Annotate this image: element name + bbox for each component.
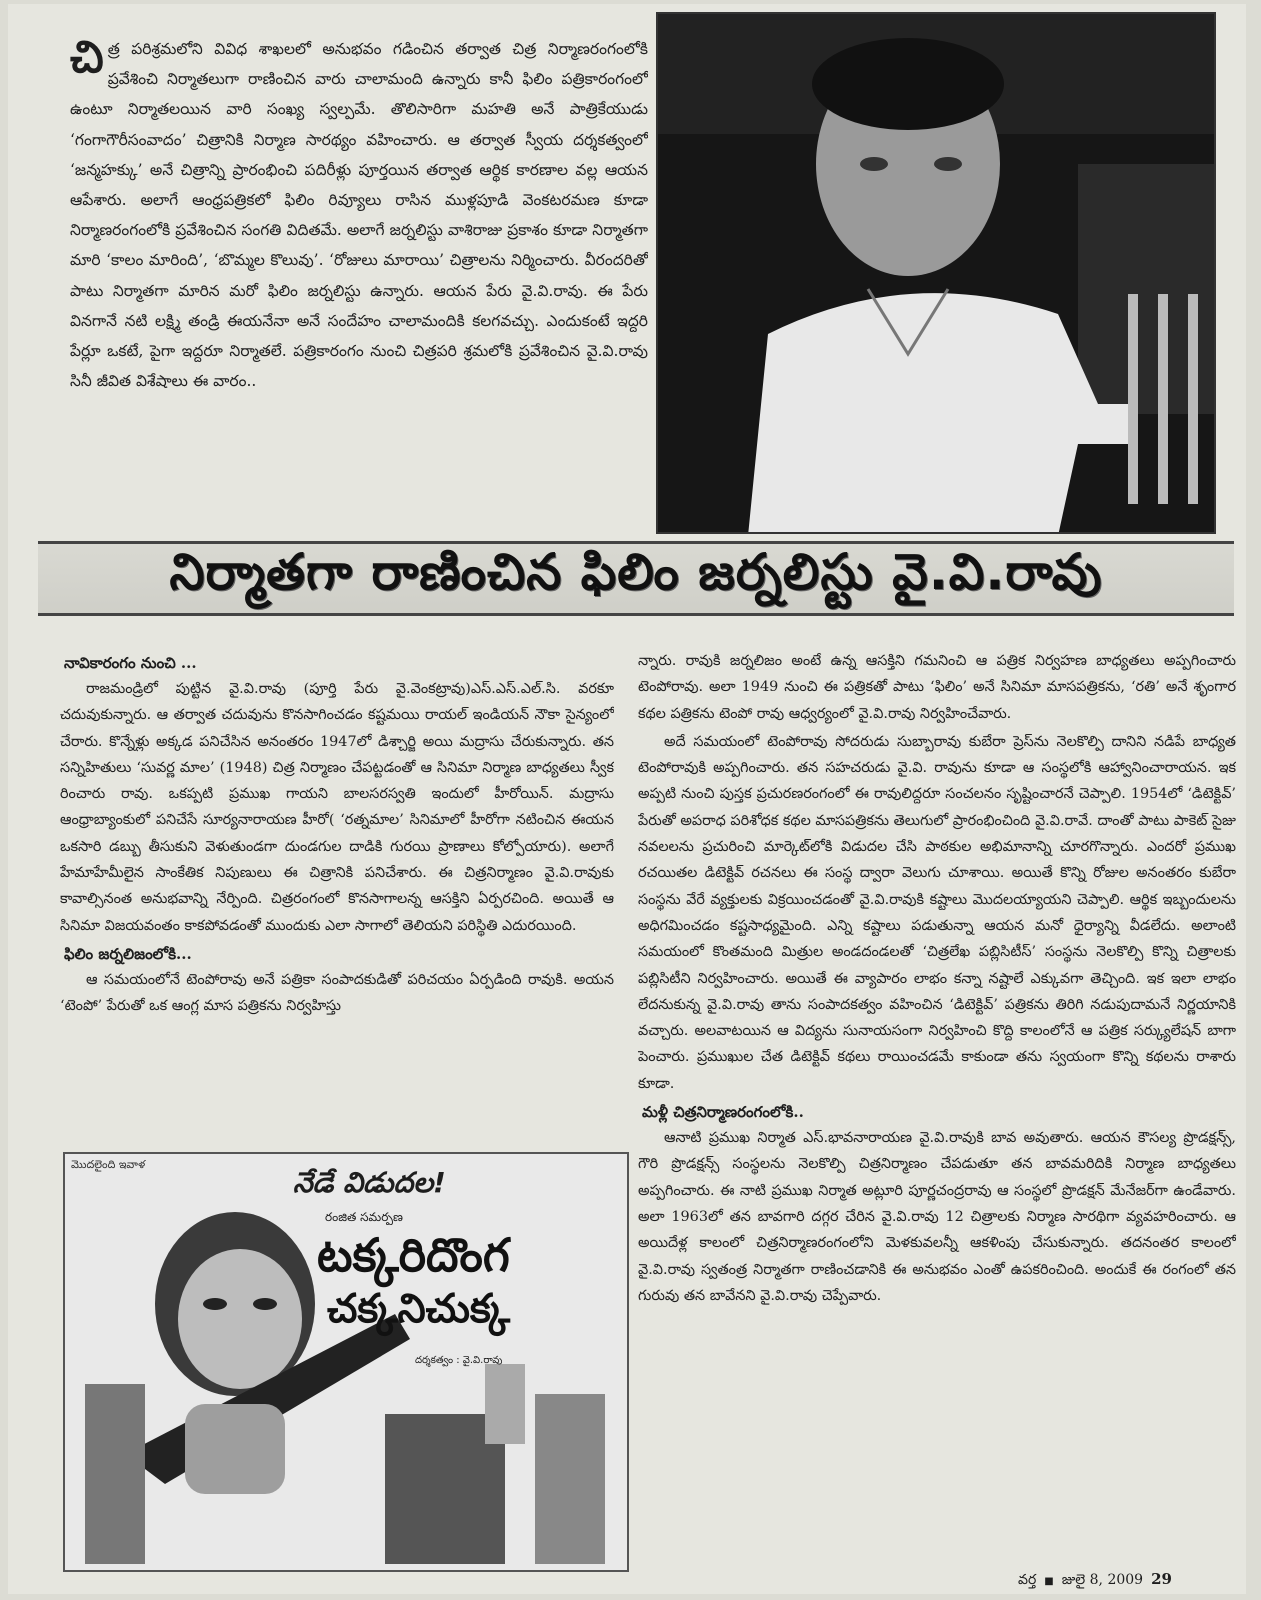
portrait-photo: [656, 12, 1216, 534]
issue-date: జులై 8, 2009: [1061, 1572, 1144, 1588]
ad-top-strip: మొదలైంది ఇవాళ: [71, 1158, 146, 1171]
separator-icon: ■: [1044, 1576, 1054, 1587]
paragraph: అదే సమయంలో టెంపోరావు సోదరుడు సుబ్బారావు కుబేరా ప్రెస్‌ను నెలకొల్పి దానిని నడిపే బాధ్యత టెంపోరావుకి అప్పగించారు. తన సహచరుడు వై.వి. రావును కూడా ఆ సంస్థలోకి ఆహ్వానించారాయన. ఇక అప్పటి నుంచి పుస్తక ప్రచురణరంగంలో ఈ రావులిద్దరూ సంచలనం సృష్టించారనే చెప్పాలి. 1954లో ‘డిటెక్టివ్’ పేరుతో అపరాధ పరిశోధక కథల మాసపత్రికను తెలుగులో ప్రారంభించింది వై.వి.రావే. దాంతో పాటు పాకెట్ సైజు నవలలను ప్రచురించి మార్కెట్‌లోకి విడుదల చేసి పాఠకుల అభిమానాన్ని చూరగొన్నారు. ఎందరో ప్రముఖ రచయితల డిటెక్టివ్ రచనలు ఈ సంస్థ ద్వారా వెలుగు చూశాయి. అయితే కొన్ని రోజుల అనంతరం కుబేరా సంస్థను వేరే వ్యక్తులకు విక్రయించడంతో వై.వి.రావుకి కష్టాలు మొదలయ్యాయని చెప్పాలి. ఆర్థిక ఇబ్బందులను అధిగమించడం కష్టసాధ్యమైంది. ఎన్ని కష్టాలు పడుతున్నా ఆయన మనో ధైర్యాన్ని వీడలేదు. అలాంటి సమయంలో కొంతమంది మిత్రుల అండదండలతో ‘చిత్రలేఖ పబ్లిసిటీస్’ సంస్థను నెలకొల్పి కొన్ని చిత్రాలకు పబ్లిసిటీని నిర్వహించారు. అయితే ఈ వ్యాపారం లాభం కన్నా నష్టాలే ఎక్కువగా తెచ్చింది. ఇక ఇలా లాభం లేదనుకున్న వై.వి.రావు తాను సంపాదకత్వం వహించిన ‘డిటెక్టివ్’ పత్రికను తిరిగి నడుపుదామనే నిర్ణయానికి వచ్చారు. అలవాటయిన ఆ విద్యను సునాయసంగా నిర్వహించి కొద్ది కాలంలోనే ఆ పత్రిక సర్క్యులేషన్ బాగా పెంచారు. ప్రముఖుల చేత డిటెక్టివ్ కథలు రాయించడమే కాకుండా తను స్వయంగా కొన్ని కథలను రాశారు కూడా.: [638, 733, 1236, 1092]
intro-block: [70, 34, 648, 534]
ad-credits: దర్శకత్వం : వై.వి.రావు: [415, 1355, 503, 1366]
ad-title-line2: చక్కనిచుక్క: [327, 1286, 511, 1332]
paragraph: రాజమండ్రిలో పుట్టిన వై.వి.రావు (పూర్తి పేరు వై.వెంకట్రావు)ఎస్.ఎస్.ఎల్.సి. వరకూ చదువుకున్నారు. ఆ తర్వాత చదువును కొనసాగించడం కష్టమయి రాయల్ ఇండియన్ నౌకా సైన్యంలో చేరారు. కొన్నేళ్లు అక్కడ పనిచేసిన అనంతరం 1947లో డిశ్చార్జి అయి మద్రాసు చేరుకున్నారు. తన సన్నిహితులు ‘సువర్ణ మాల’ (1948) చిత్ర నిర్మాణం చేపట్టడంతో ఆ సినిమా నిర్మాణ బాధ్యతలు స్వీక రించారు రావు. ఒకప్పటి ప్రముఖ గాయని బాలసరస్వతి ఇందులో హీరోయిన్. మద్రాసు ఆంధ్రాబ్యాంకులో పనిచేసే సూర్యనారాయణ హీరో( ‘రత్నమాల’ సినిమాలో హీరోగా నటించిన ఈయన ఒకసారి డబ్బు తీసుకుని వెళుతుండగా దుండగుల దాడికి గురయి ప్రాణాలు కోల్పోయారు). అలాగే హేమాహేమీలైన సాంకేతిక నిపుణులు ఈ చిత్రానికి పనిచేశారు. ఈ చిత్రనిర్మాణం వై.వి.రావుకు కావాల్సినంత అనుభవాన్ని నేర్పింది. చిత్రరంగంలో కొనసాగాలన్న ఆసక్తిని ఏర్పరచింది. అయితే ఆ సినిమా విజయవంతం కాకపోవడంతో ముందుకు ఎలా సాగాలో తెలియని పరిస్థితి ఎదురయింది.: [60, 681, 614, 934]
section-heading-naval: నావికారంగం నుంచి ...: [64, 654, 197, 672]
ad-presents: రంజిత సమర్పణ: [325, 1210, 403, 1224]
movie-advertisement: [63, 1152, 629, 1572]
left-column: [60, 648, 614, 1138]
section-heading-journalism: ఫిలిం జర్నలిజంలోకి...: [64, 944, 192, 963]
section-heading-return: మళ్లీ చిత్రనిర్మాణరంగంలోకి..: [642, 1103, 804, 1122]
paragraph: ఆనాటి ప్రముఖ నిర్మాత ఎస్.భావనారాయణ వై.వి.రావుకి బావ అవుతారు. ఆయన కౌసల్య ప్రొడక్షన్స్, గౌరి ప్రొడక్షన్స్ సంస్థలను నెలకొల్పి చిత్రనిర్మాణం చేపడుతూ తన బావమరిదికి నిర్మాణ బాధ్యతలు అప్పగించారు. ఈ నాటి ప్రముఖ నిర్మాత అట్లూరి పూర్ణచంద్రరావు ఆ సంస్థలో ప్రొడక్షన్ మేనేజర్‌గా ఉండేవారు. అలా 1963లో తన బావగారి దగ్గర చేరిన వై.వి.రావు 12 చిత్రాలకు నిర్మాణ సారథిగా వ్యవహరించారు. ఆ అయిదేళ్ల కాలంలో చిత్రనిర్మాణరంగంలోని మెళకువలన్నీ ఆకళింపు చేసుకున్నారు. తదనంతర కాలంలో వై.వి.రావు స్వతంత్ర నిర్మాతగా రాణించడానికి ఈ అనుభవం ఎంతో ఉపకరించింది. అందుకే ఈ రంగంలో తన గురువు తన బావేనని వై.వి.రావు చెప్పేవారు.: [638, 1130, 1236, 1304]
magazine-name: వర్త: [1018, 1572, 1037, 1588]
right-column: [638, 648, 1236, 1558]
ad-title-line1: టక్కరిదొంగ: [317, 1228, 510, 1282]
article-headline: నిర్మాతగా రాణించిన ఫిలిం జర్నలిస్టు వై.వి.రావు: [169, 543, 1103, 601]
page-number: 29: [1151, 1570, 1172, 1588]
page-footer: [1018, 1570, 1172, 1591]
drop-cap: చి: [70, 34, 104, 83]
headline-band: [38, 541, 1234, 616]
intro-text: త్ర పరిశ్రమలోని వివిధ శాఖలలో అనుభవం గడించిన తర్వాత చిత్ర నిర్మాణరంగంలోకి ప్రవేశించి నిర్మాతలుగా రాణించిన వారు చాలామంది ఉన్నారు కానీ ఫిలిం పత్రికారంగంలో ఉంటూ నిర్మాతలయిన వారి సంఖ్య స్వల్పమే. తొలిసారిగా మహతి అనే పాత్రికేయుడు ‘గంగాగౌరీసంవాదం’ చిత్రానికి నిర్మాణ సారథ్యం వహించారు. ఆ తర్వాత స్వీయ దర్శకత్వంలో ‘జన్మహక్కు’ అనే చిత్రాన్ని ప్రారంభించి పదిరీళ్లు పూర్తయిన తర్వాత ఆర్థిక కారణాల వల్ల ఆయన ఆపేశారు. అలాగే ఆంధ్రపత్రికలో ఫిలిం రివ్యూలు రాసిన ముళ్లపూడి వెంకటరమణ కూడా నిర్మాణరంగంలోకి ప్రవేశించిన సంగతి విదితమే. అలాగే జర్నలిస్టు వాశిరాజు ప్రకాశం కూడా నిర్మాతగా మారి ‘కాలం మారింది’, ‘బొమ్మల కొలువు’. ‘రోజులు మారాయి’ చిత్రాలను నిర్మించారు. వీరందరితో పాటు నిర్మాతగా మారిన మరో ఫిలిం జర్నలిస్టు ఉన్నారు. ఆయన పేరు వై.వి.రావు. ఈ పేరు వినగానే నటి లక్ష్మి తండ్రి ఈయనేనా అనే సందేహం చాలామందికి కలగవచ్చు. ఎందుకంటే ఇద్దరి పేర్లూ ఒకటే, పైగా ఇద్దరూ నిర్మాతలే. పత్రికారంగం నుంచి చిత్రపరి శ్రమలోకి ప్రవేశించిన వై.వి.రావు సినీ జీవిత విశేషాలు ఈ వారం..: [70, 40, 648, 391]
paragraph: ఆ సమయంలోనే టెంపోరావు అనే పత్రికా సంపాదకుడితో పరిచయం ఏర్పడింది రావుకి. అయన ‘టెంపో’ పేరుతో ఒక ఆంగ్ల మాస పత్రికను నిర్వహిస్తు: [60, 971, 614, 1015]
portrait-image: [658, 14, 1216, 534]
newspaper-page: [8, 4, 1246, 1594]
paragraph: న్నారు. రావుకి జర్నలిజం అంటే ఉన్న ఆసక్తిని గమనించి ఆ పత్రిక నిర్వహణ బాధ్యతలు అప్పగించారు టెంపోరావు. అలా 1949 నుంచి ఈ పత్రికతో పాటు ‘ఫిలిం’ అనే సినిమా మాసపత్రికను, ‘రతి’ అనే శృంగార కథల పత్రికను టెంపో రావు ఆధ్వర్యంలో వై.వి.రావు నిర్వహించేవారు.: [638, 653, 1236, 722]
ad-release-text: నేడే విడుదల!: [293, 1166, 446, 1199]
